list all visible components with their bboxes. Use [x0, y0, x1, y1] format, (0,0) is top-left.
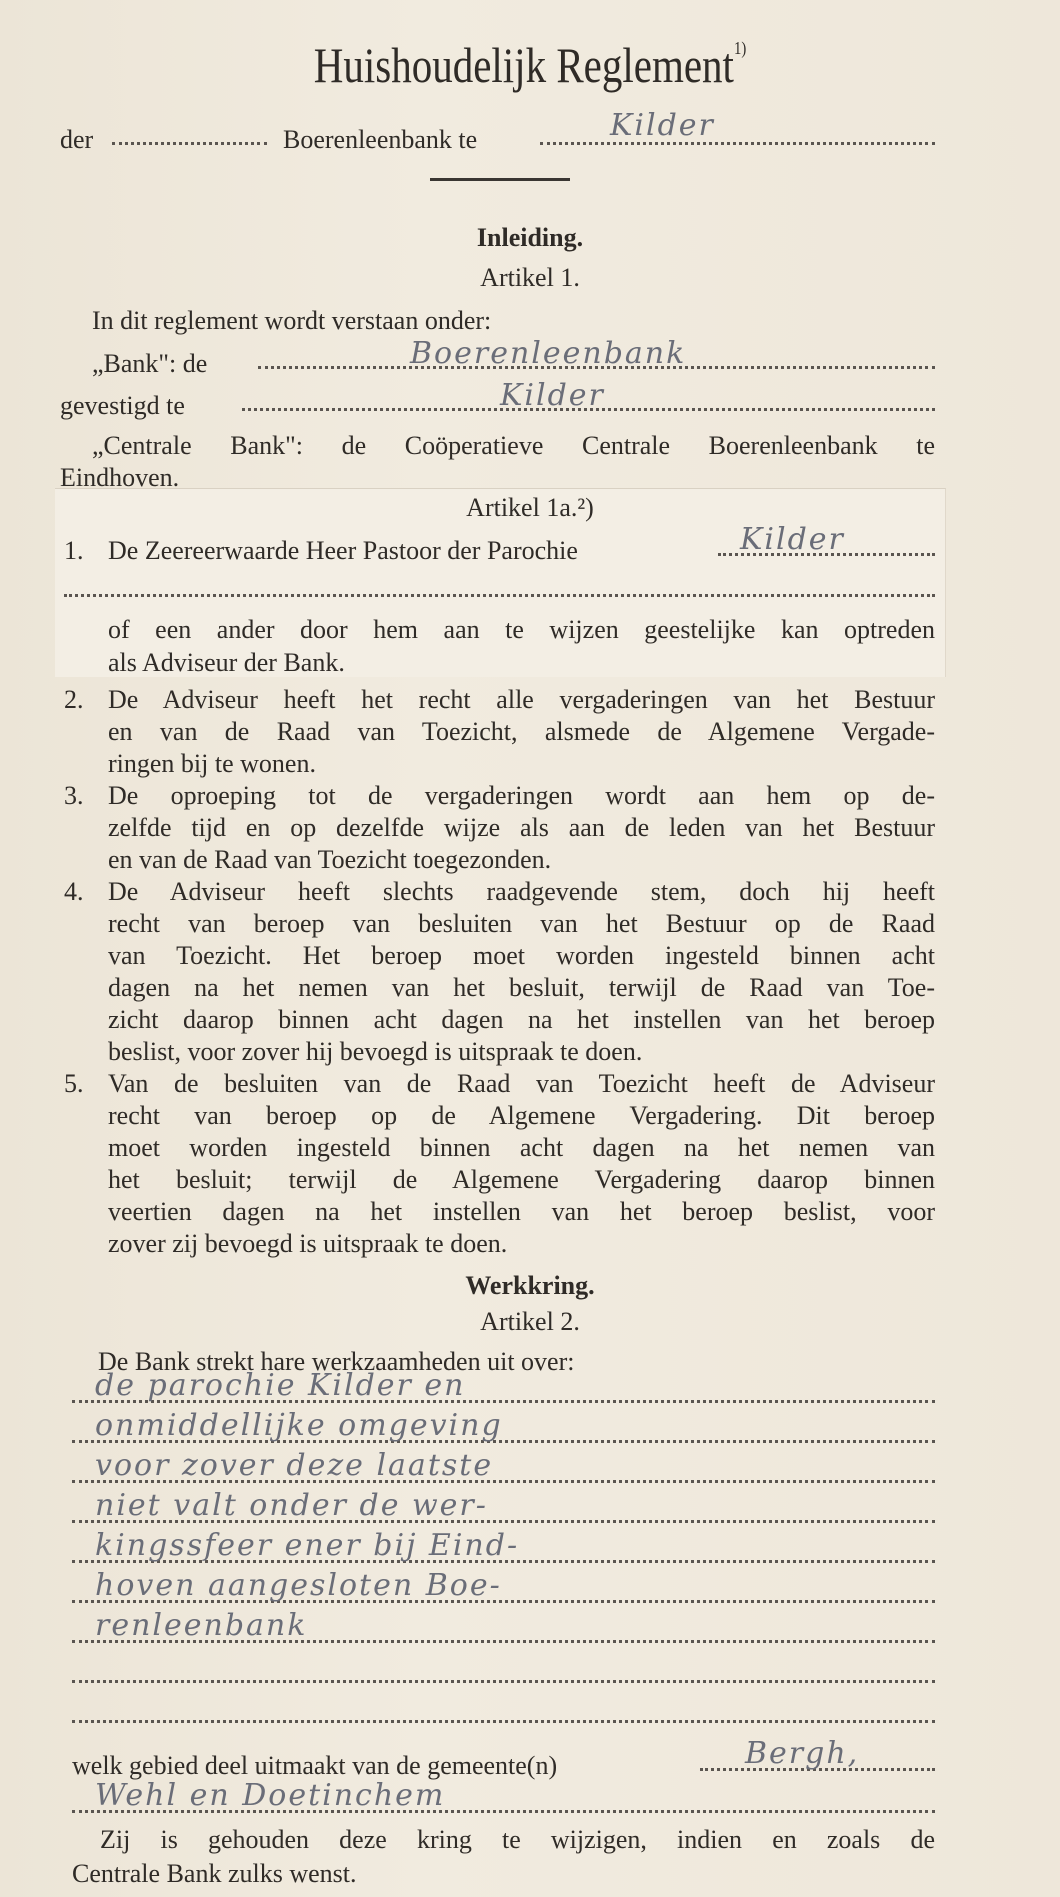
handwritten-area: hoven aangesloten Boe- — [95, 1568, 502, 1603]
central-bank-text-cont: Eindhoven. — [60, 463, 180, 492]
item-text: recht van beroep op de Algemene Vergadering. Dit beroep — [108, 1101, 935, 1130]
item-text: recht van beroep van besluiten van het Bestuur op de Raad — [108, 909, 935, 938]
handwritten-bank: Boerenleenbank — [410, 336, 687, 371]
article-heading: Artikel 2. — [480, 1307, 580, 1336]
divider — [430, 178, 570, 181]
article-heading: Artikel 1. — [480, 263, 580, 292]
header-prefix: der — [60, 125, 94, 154]
item-text: zicht daarop binnen acht dagen na het instellen van het beroep — [108, 1005, 935, 1034]
area-line — [72, 1716, 935, 1723]
item-number: 2. — [64, 685, 84, 714]
handwritten-area: de parochie Kilder en — [95, 1368, 466, 1403]
handwritten-municipality: Wehl en Doetinchem — [95, 1778, 446, 1813]
item-text: en van de Raad van Toezicht toegezonden. — [108, 845, 552, 874]
item-text: ringen bij te wonen. — [108, 749, 316, 778]
handwritten-area: kingssfeer ener bij Eind- — [95, 1528, 520, 1563]
handwritten-municipality: Bergh, — [745, 1736, 860, 1771]
handwritten-parish: Kilder — [740, 522, 845, 557]
located-label: gevestigd te — [60, 391, 185, 420]
handwritten-area: niet valt onder de wer- — [95, 1488, 488, 1523]
item-text: als Adviseur der Bank. — [108, 648, 345, 677]
section-heading: Inleiding. — [476, 223, 584, 252]
item-text: of een ander door hem aan te wijzen geestelijke kan optreden — [108, 615, 935, 644]
handwritten-located: Kilder — [500, 378, 605, 413]
blank-field — [112, 138, 267, 145]
item-text: zelfde tijd en op dezelfde wijze als aan de leden van het Bestuur — [108, 813, 935, 842]
item-number: 4. — [64, 877, 84, 906]
document-title — [95, 18, 964, 95]
central-bank-text: „Centrale Bank": de Coöperatieve Centrale Boerenleenbank te — [92, 431, 935, 460]
item-text: De Adviseur heeft het recht alle vergaderingen van het Bestuur — [108, 685, 935, 714]
item-text: zover zij bevoegd is uitspraak te doen. — [108, 1229, 508, 1258]
closing-text: Zij is gehouden deze kring te wijzigen, indien en zoals de — [100, 1825, 935, 1854]
handwritten-area: renleenbank — [95, 1608, 308, 1643]
handwritten-area: voor zover deze laatste — [95, 1448, 494, 1483]
item-text: Van de besluiten van de Raad van Toezicht heeft de Adviseur — [108, 1069, 935, 1098]
item-text: veertien dagen na het instellen van het beroep beslist, voor — [108, 1197, 935, 1226]
item-number: 1. — [64, 536, 84, 565]
item-text: De Zeereerwaarde Heer Pastoor der Parochie — [108, 536, 578, 565]
item-text: moet worden ingesteld binnen acht dagen na het nemen van — [108, 1133, 935, 1162]
intro-text: In dit reglement wordt verstaan onder: — [92, 306, 492, 335]
title-footnote: 1) — [733, 38, 747, 58]
item-text: het besluit; terwijl de Algemene Vergadering daarop binnen — [108, 1165, 935, 1194]
handwritten-area: onmiddellijke omgeving — [95, 1408, 503, 1443]
item-number: 3. — [64, 781, 84, 810]
closing-text-cont: Centrale Bank zulks wenst. — [72, 1859, 357, 1888]
place-field — [540, 138, 935, 145]
item-text: beslist, voor zover hij bevoegd is uitspraak te doen. — [108, 1037, 643, 1066]
item-text: en van de Raad van Toezicht, alsmede de Algemene Vergade- — [108, 717, 935, 746]
item-text: dagen na het nemen van het besluit, terwijl de Raad van Toe- — [108, 973, 935, 1002]
title-text: Huishoudelijk Reglement — [313, 37, 734, 93]
bank-label: „Bank": de — [92, 349, 208, 378]
item-text: De Adviseur heeft slechts raadgevende stem, doch hij heeft — [108, 877, 935, 906]
area-line — [72, 1676, 935, 1683]
item-number: 5. — [64, 1069, 84, 1098]
article-1a-heading: Artikel 1a.²) — [466, 493, 594, 522]
intro-text: De Bank strekt hare werkzaamheden uit over: — [98, 1347, 575, 1376]
handwritten-place: Kilder — [610, 108, 715, 143]
blank-line — [64, 590, 935, 597]
municipality-label: welk gebied deel uitmaakt van de gemeente(n) — [72, 1751, 558, 1780]
section-heading: Werkkring. — [465, 1271, 595, 1300]
item-text: De oproeping tot de vergaderingen wordt aan hem op de- — [108, 781, 935, 810]
item-text: van Toezicht. Het beroep moet worden ingesteld binnen acht — [108, 941, 935, 970]
header-middle: Boerenleenbank te — [283, 125, 478, 154]
